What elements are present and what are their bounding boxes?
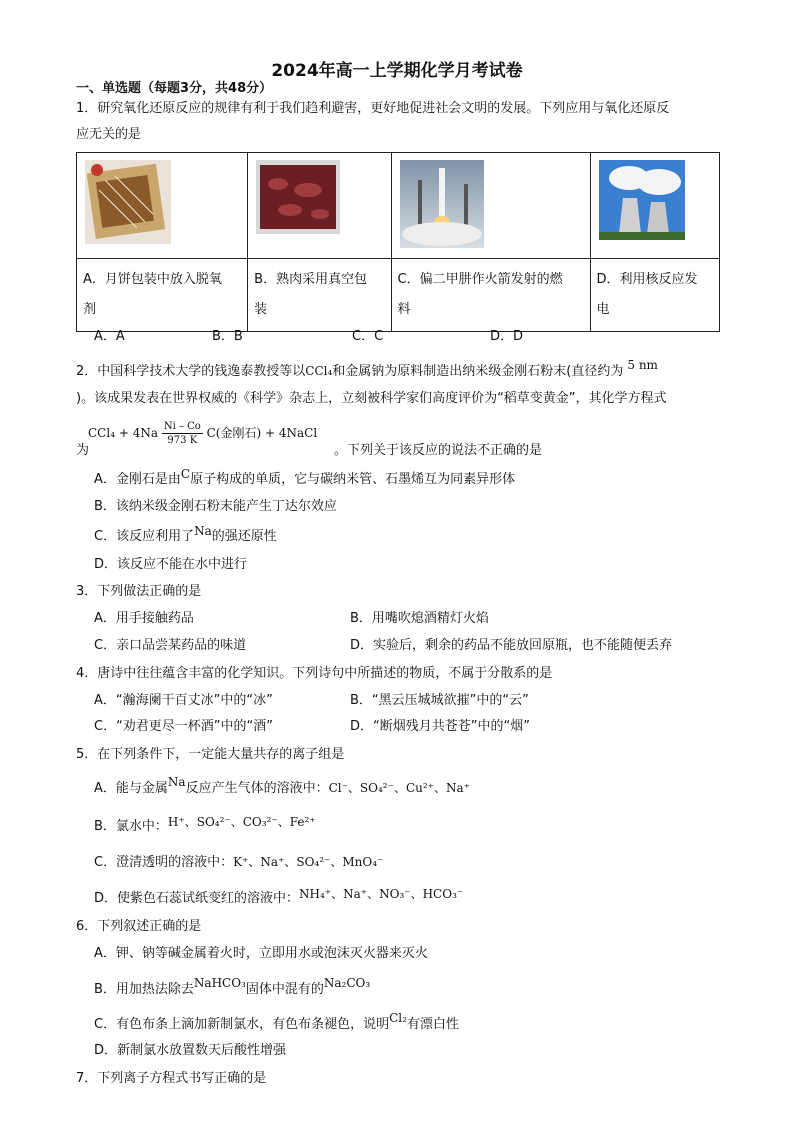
q6-option-d[interactable]: D．新制氯水放置数天后酸性增强 [94,1043,287,1058]
q5-option-b[interactable] [94,817,316,836]
q2-option-d[interactable]: D．该反应不能在水中进行 [94,557,248,572]
q5-option-b-label: B．氯水中： [94,819,168,834]
q5-option-d[interactable] [94,889,463,908]
q2-chemical-equation [88,420,317,447]
q4-option-c[interactable]: C．“劝君更尽一杯酒”中的“酒” [94,719,274,734]
q6-option-c-part2: 有漂白性 [406,1017,459,1032]
rocket-launch-image [400,160,484,248]
q1-image-cell-a [77,153,248,259]
q1-caption-b-line1: B．熟肉采用真空包 [254,272,368,287]
q2-stem-line1 [76,358,658,381]
q7-stem: 7．下列离子方程式书写正确的是 [76,1071,267,1086]
q1-answer-a[interactable]: A．A [94,329,125,344]
q4-option-d[interactable]: D．“断烟残月共苍苍”中的“烟” [350,719,530,734]
q6-option-a[interactable]: A．钾、钠等碱金属着火时，立即用水或泡沫灭火器来灭火 [94,946,428,961]
q6-stem: 6．下列叙述正确的是 [76,919,202,934]
q1-answer-c[interactable]: C．C [352,329,384,344]
q5-option-a-part2: 反应产生气体的溶液中： [185,781,329,796]
q5-option-d-label: D．使紫色石蕊试纸变红的溶液中： [94,891,300,906]
q2-option-c-part2: 的强还原性 [211,529,277,544]
q3-stem: 3．下列做法正确的是 [76,584,202,599]
q2-option-a[interactable] [94,467,516,489]
q1-caption-c [391,259,590,332]
q5-option-a-ions: Cl⁻、SO₄²⁻、Cu²⁺、Na⁺ [328,781,470,795]
q1-stem-line1: 1．研究氧化还原反应的规律有利于我们趋利避害，更好地促进社会文明的发展。下列应用与氧化还原反 [76,101,670,116]
q5-option-b-ions: H⁺、SO₄²⁻、CO₃²⁻、Fe²⁺ [167,815,316,829]
q2-wei: 为 [76,443,90,458]
q5-option-d-ions: NH₄⁺、Na⁺、NO₃⁻、HCO₃⁻ [299,887,464,901]
q5-option-c-ions: K⁺、Na⁺、SO₄²⁻、MnO₄⁻ [233,855,384,869]
q2-stem-part1: 2．中国科学技术大学的钱逸泰教授等以 [76,364,306,379]
q2-option-a-part1: A．金刚石是由 [94,472,181,487]
q3-option-a[interactable]: A．用手接触药品 [94,611,194,626]
page-title: 2024年高一上学期化学月考试卷 [271,61,523,81]
q4-option-b[interactable]: B．“黑云压城城欲摧”中的“云” [350,693,529,708]
q6-option-b-part1: B．用加热法除去 [94,982,194,997]
q1-caption-d-line2: 电 [596,302,610,317]
q1-caption-b-line2: 装 [254,302,268,317]
q1-caption-c-line2: 料 [397,302,411,317]
q5-option-a[interactable] [94,775,470,798]
sodium-symbol: Na [194,524,212,538]
na2co3-formula: Na₂CO₃ [323,976,371,990]
equation-products: C(金刚石) + 4NaCl [206,426,318,440]
q1-caption-a [77,259,248,332]
q6-option-b[interactable] [94,976,371,999]
q1-image-cell-b [248,153,391,259]
q1-answer-b[interactable]: B．B [212,329,243,344]
equation-reactants: CCl₄ + 4Na [88,426,158,440]
q4-option-a[interactable]: A．“瀚海阑干百丈冰”中的“冰” [94,693,273,708]
mooncake-package-image [85,160,171,244]
vacuum-meat-image [256,160,340,234]
sodium-symbol: Na [167,775,186,789]
q3-option-c[interactable]: C．亲口品尝某药品的味道 [94,638,247,653]
q5-option-a-part1: A．能与金属 [94,781,168,796]
q1-caption-a-line1: A．月饼包装中放入脱氧 [83,272,222,287]
q2-option-c-part1: C．该反应利用了 [94,529,195,544]
q3-option-d[interactable]: D．实验后，剩余的药品不能放回原瓶，也不能随便丢弃 [350,638,673,653]
q5-stem: 5．在下列条件下，一定能大量共存的离子组是 [76,747,345,762]
q5-option-c[interactable] [94,853,383,872]
q1-image-cell-d [590,153,719,259]
q1-answer-d[interactable]: D．D [490,329,524,344]
q1-options-table [76,152,720,332]
q6-option-b-part2: 固体中混有的 [245,982,324,997]
nuclear-plant-image [599,160,685,240]
q1-caption-a-line2: 剂 [83,302,97,317]
section-heading: 一、单选题（每题3分，共48分） [76,81,273,96]
q6-option-c[interactable] [94,1011,459,1034]
q4-stem: 4．唐诗中往往蕴含丰富的化学知识。下列诗句中所描述的物质，不属于分散系的是 [76,666,553,681]
q2-stem-line2: )。该成果发表在世界权威的《科学》杂志上，立刻被科学家们高度评价为“稻草变黄金”，其化学方程式 [76,391,667,406]
q1-stem-line2: 应无关的是 [76,127,142,142]
carbon-symbol: C [180,467,191,481]
q1-caption-d-line1: D．利用核反应发 [596,272,698,287]
nahco3-formula: NaHCO₃ [193,976,246,990]
cl2-formula: Cl₂ [389,1011,407,1025]
q1-caption-d [590,259,719,332]
q5-option-c-label: C．澄清透明的溶液中： [94,855,234,870]
q1-caption-c-line1: C．偏二甲肼作火箭发射的燃 [397,272,563,287]
q2-stem-part2: 和金属钠为原料制造出纳米级金刚石粉末(直径约为 [332,364,624,379]
q6-option-c-part1: C．有色布条上滴加新制氯水，有色布条褪色，说明 [94,1017,390,1032]
q2-option-c[interactable] [94,524,277,546]
q2-option-b[interactable]: B．该纳米级金刚石粉末能产生丁达尔效应 [94,499,337,514]
nm-unit: 5 nm [627,358,658,372]
q2-option-a-part2: 原子构成的单质，它与碳纳米管、石墨烯互为同素异形体 [190,472,516,487]
q2-stem-line3: 。下列关于该反应的说法不正确的是 [334,443,543,458]
equation-conditions [162,420,203,447]
catalyst-label: Ni – Co [163,421,201,432]
q1-caption-b [248,259,391,332]
q3-option-b[interactable]: B．用嘴吹熄酒精灯火焰 [350,611,489,626]
ccl4-formula: CCl₄ [305,364,333,378]
temperature-label: 973 K [167,435,198,446]
q1-image-cell-c [391,153,590,259]
